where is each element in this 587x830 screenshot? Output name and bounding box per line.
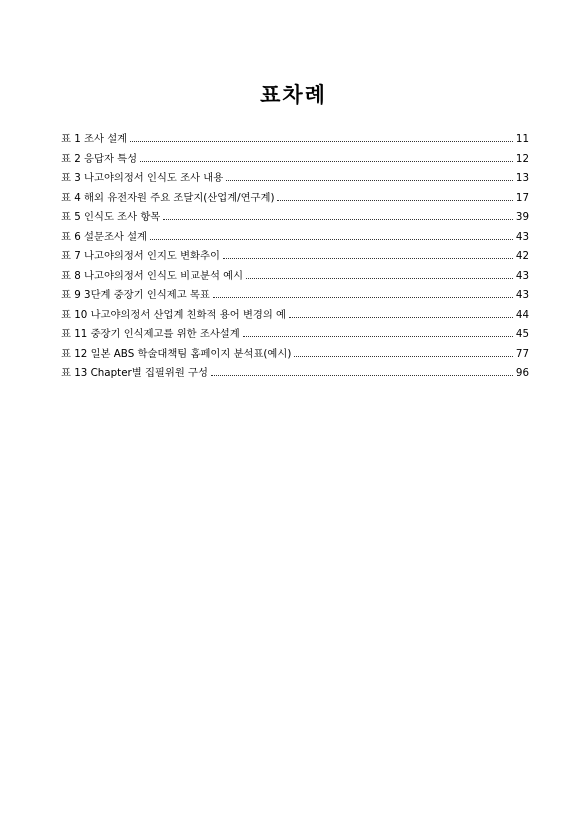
toc-entry[interactable] xyxy=(61,286,529,306)
toc-entry-label: 표 13 Chapter별 집필위원 구성 xyxy=(61,367,208,379)
table-of-contents xyxy=(61,130,529,384)
dot-leader xyxy=(163,219,513,220)
toc-entry-label: 표 8 나고야의정서 인식도 비교분석 예시 xyxy=(61,269,244,282)
dot-leader xyxy=(213,297,513,298)
dot-leader xyxy=(289,317,513,318)
toc-entry-page: 12 xyxy=(515,152,529,165)
toc-entry-page: 43 xyxy=(515,230,529,243)
toc-entry-label: 표 4 해외 유전자원 주요 조달지(산업계/연구계) xyxy=(61,191,275,204)
toc-entry-label: 표 2 응답자 특성 xyxy=(61,152,138,165)
toc-entry-page: 96 xyxy=(515,367,529,379)
dot-leader xyxy=(140,161,513,162)
toc-entry[interactable] xyxy=(61,247,529,267)
dot-leader xyxy=(130,141,513,142)
toc-entry[interactable] xyxy=(61,169,529,189)
toc-entry[interactable] xyxy=(61,150,529,170)
toc-entry[interactable] xyxy=(61,325,529,345)
toc-entry-label: 표 12 일본 ABS 학술대책팀 홈페이지 분석표(예시) xyxy=(61,347,292,360)
toc-entry[interactable] xyxy=(61,364,529,384)
toc-entry-label: 표 11 중장기 인식제고를 위한 조사설계 xyxy=(61,328,240,340)
toc-entry[interactable] xyxy=(61,228,529,248)
dot-leader xyxy=(223,258,513,259)
toc-entry-label: 표 7 나고야의정서 인지도 변화추이 xyxy=(61,250,220,262)
toc-entry[interactable] xyxy=(61,267,529,287)
toc-entry[interactable] xyxy=(61,189,529,209)
toc-entry-page: 39 xyxy=(515,211,529,223)
dot-leader xyxy=(226,180,513,181)
toc-entry-label: 표 5 인식도 조사 항목 xyxy=(61,211,161,223)
page-title: 표차례 xyxy=(260,82,327,107)
dot-leader xyxy=(150,239,513,240)
toc-entry-label: 표 10 나고야의정서 산업계 친화적 용어 변경의 예 xyxy=(61,308,287,321)
toc-entry-page: 44 xyxy=(515,308,529,321)
toc-entry[interactable] xyxy=(61,345,529,365)
toc-entry-label: 표 9 3단계 중장기 인식제고 목표 xyxy=(61,289,210,301)
dot-leader xyxy=(246,278,513,279)
toc-entry[interactable] xyxy=(61,130,529,150)
toc-entry-label: 표 6 설문조사 설계 xyxy=(61,230,147,243)
toc-entry-label: 표 1 조사 설계 xyxy=(61,133,128,145)
toc-entry-page: 11 xyxy=(515,133,529,145)
dot-leader xyxy=(211,375,513,376)
toc-entry[interactable] xyxy=(61,208,529,228)
toc-entry-page: 45 xyxy=(515,328,529,340)
toc-entry-label: 표 3 나고야의정서 인식도 조사 내용 xyxy=(61,172,224,184)
toc-entry-page: 42 xyxy=(515,250,529,262)
dot-leader xyxy=(277,200,512,201)
dot-leader xyxy=(243,336,513,337)
toc-entry-page: 43 xyxy=(515,289,529,301)
toc-entry-page: 13 xyxy=(515,172,529,184)
toc-entry-page: 43 xyxy=(515,269,529,282)
toc-entry-page: 17 xyxy=(515,191,529,204)
dot-leader xyxy=(294,356,513,357)
toc-entry[interactable] xyxy=(61,306,529,326)
toc-entry-page: 77 xyxy=(515,347,529,360)
